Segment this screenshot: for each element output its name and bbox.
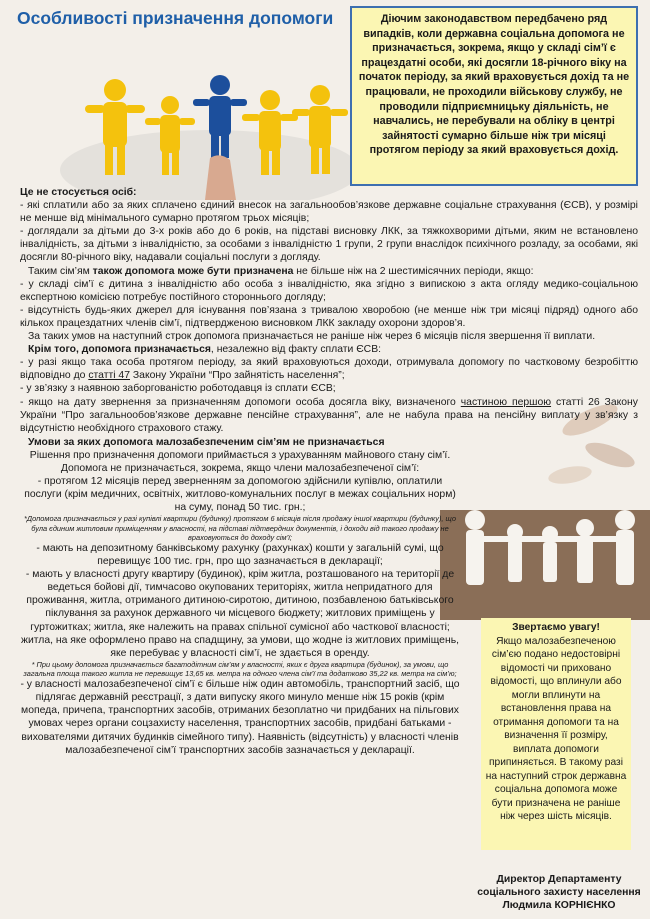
paragraph: За таких умов на наступний строк допомога призначається не раніше ніж через 6 місяців після звершення її виплати. bbox=[28, 331, 596, 343]
list-item: - у складі сім’ї є дитина з інвалідністю або особа з інвалідністю, яка згідно з випискою з акта огляду медико-соціальною експертною комісією потребує постійного стороннього догляду; bbox=[20, 278, 638, 303]
attention-box bbox=[481, 618, 631, 850]
list-item: - протягом 12 місяців перед зверненням за допомогою здійснили купівлю, оплатили послуги (крім медичних, освітніх, житлово-комунальних послуг в межах соціальних норм) на суму, понад 50 тис. грн.; bbox=[24, 476, 456, 514]
list-item: - доглядали за дітьми до 3-х років або до 6 років, на підставі висновку ЛКК, за тяжкохворими дітьми, яким не встановлено інвалідність, за дітьми з інвалідністю, за особами з інвалідністю 1 групи, 2 групи внаслідок психічного розладу, за особами, які досягли 80-річного віку, надавали соціальні послуги з догляду. bbox=[20, 226, 638, 264]
list-item: - мають на депозитному банківському рахунку (рахунках) кошти у загальній сумі, що перевищує 100 тис. грн, про що зазначається в декларації; bbox=[36, 542, 444, 568]
attention-heading: Звертаємо увагу! bbox=[512, 622, 600, 633]
section3-heading: Умови за яких допомога малозабезпеченим сім’ям не призначається bbox=[28, 436, 385, 448]
hero-illustration bbox=[60, 60, 360, 200]
footnote: *Допомога призначається у разі купівлі квартири (будинку) протягом 6 місяців після продажу іншої квартири (будинку), що була єдиним житловим приміщенням у власності, на підставі підтвердних документів, і доходи від такого продажу не враховуються до доходу сім’ї; bbox=[24, 514, 456, 542]
list-item: - мають у власності другу квартиру (будинок), крім житла, розташованого на території де ведеться бойові дії, тимчасово окупованих територіях, житла непридатного для проживання, житла, отриманого дитиною-сиротою, дитиною, позбавленою батьківського піклування за рахунок державного чи місцевого бюджету; житлових приміщень у гуртожитках; житла, яке належить на правах спільної сумісної або часткової власності; житла, на яке оформлено право на спадщину, за умови, що жодне із житлових приміщень, яке перебуває у власності сім’ї, не здається в оренду. bbox=[21, 569, 459, 659]
paragraph: Таким сім’ям також допомога може бути призначена не більше ніж на 2 шестимісячних періоди, якщо: bbox=[28, 265, 534, 277]
signature-name: Людмила КОРНІЄНКО bbox=[502, 900, 616, 911]
info-box-text: Діючим законодавством передбачено ряд випадків, коли державна соціальна допомога не призначається, зокрема, якщо у складі сім’ї є працездатні особи, які досягли 18-річного віку на початок періоду, за який враховується дохід та не працювали, не проходили військову службу, не проводили підприємницьку діяльність, не навчались, не перебували на обліку в центрі зайнятості сумарно більше ніж три місяці протягом періоду за який враховується дохід. bbox=[358, 13, 630, 157]
list-item: - у зв’язку з наявною заборгованістю роботодавця із сплати ЄСВ; bbox=[20, 383, 336, 395]
page-title: Особливості призначення допомоги bbox=[17, 8, 334, 28]
list-item: - у власності малозабезпеченої сім’ї є більше ніж один автомобіль, транспортний засіб, що підлягає державній реєстрації, з дати випуску якого минуло менше ніж 15 років (крім мопеда, причепа, транспортних засобів, отриманих безоплатно чи придбаних на пільгових умовах через органи соцзахисту населення, транспортних засобів, придбані батьками - вихователями дитячих будинків сімейного типу). Наявність (відсутність) у власності членів малозабезпеченої сім’ї транспортних засобів зазначається у декларації. bbox=[20, 679, 460, 756]
signature bbox=[474, 873, 644, 912]
paragraph: Рішення про призначення допомоги приймається з урахуванням майнового стану сім’ї. Допомога не призначається, зокрема, якщо члени малозабезпеченої сім’ї: bbox=[29, 449, 451, 474]
attention-text: Якщо малозабезпеченою сім’єю подано недостовірні відомості чи приховано відомості, що вплинули або могли вплинути на встановлення права на отримання допомоги та на визначення її розміру, виплата допомоги припиняється. В такому разі на наступний строк державна соціальна допомога може бути призначена не раніше ніж через шість місяців. bbox=[485, 635, 627, 822]
footnote: * При цьому допомога призначається багатодітним сім’ям у власності, яких є друга квартира (будинок), за умови, що загальна площа такого житла не перевищує 13,65 кв. метра на одного члена сім’ї та додатково 35,22 кв. метра на сім’ю; bbox=[23, 659, 457, 678]
signature-position: Директор Департаменту bbox=[496, 874, 622, 885]
list-item: - якщо на дату звернення за призначенням допомоги особа досягла віку, визначеного частиною першою статті 26 Закону України “Про загальнообов’язкове державне пенсійне страхування”, але не набула права на пенсійну виплату у зв’язку з відсутністю необхідного страхового стажу. bbox=[20, 396, 638, 434]
section1-heading: Це не стосується осіб: bbox=[20, 187, 137, 198]
signature-department: соціального захисту населення bbox=[477, 887, 641, 898]
link-article-47[interactable]: статті 47 bbox=[88, 370, 130, 382]
info-box-top bbox=[350, 6, 638, 186]
list-item: - які сплатили або за яких сплачено єдиний внесок на загальнообов’язкове державне соціальне страхування (ЄСВ), у розмірі не менше від мінімального сумарно протягом трьох місяців; bbox=[20, 200, 638, 225]
list-item: - у разі якщо така особа протягом періоду, за який враховуються доходи, отримувала допомогу по частковому безробіттю відповідно до статті 47 Закону України “Про зайнятість населення”; bbox=[20, 357, 638, 382]
link-part-one[interactable]: частиною першою bbox=[460, 396, 552, 408]
paragraph: Крім того, допомога призначається, незалежно від факту сплати ЄСВ: bbox=[28, 344, 382, 356]
list-item: - відсутність будь-яких джерел для існування пов’язана з тривалою хворобою (не менше ніж три місяці підряд) одного або кількох працездатних членів сім’ї, підтвердженою висновком ЛКК закладу охорони здоров’я. bbox=[20, 304, 638, 329]
